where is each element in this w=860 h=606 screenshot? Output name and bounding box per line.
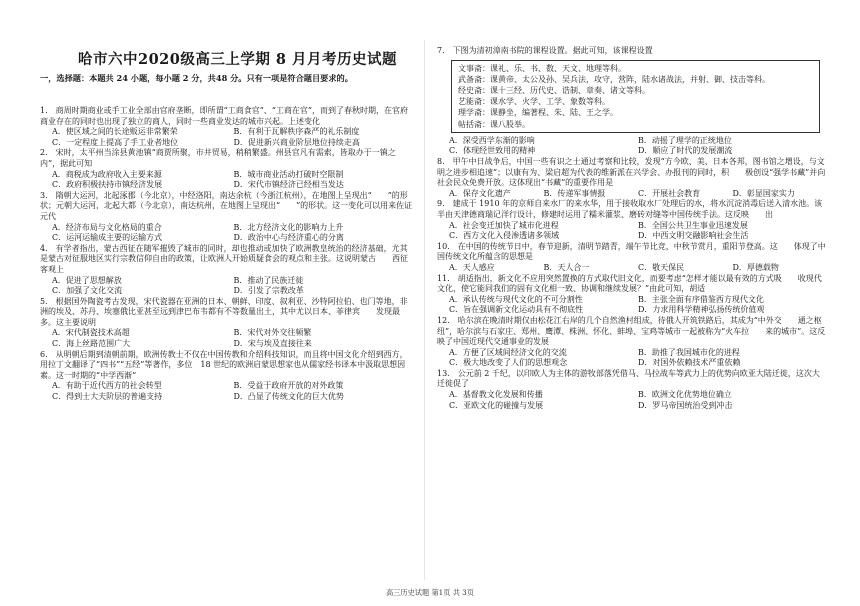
exam-title: 哈市六中2020级高三上学期 8 月月考历史试题 [78,51,398,68]
option: B．欧洲文化优势地位确立 [638,390,732,400]
question [40,191,415,244]
option: D．引发了宗教改革 [233,286,304,296]
question [437,316,827,369]
option: D．对国外依赖技术严重依赖 [638,358,741,368]
question-text: 8. 甲午中日战争后，中国一些有识之士通过考察和比较，发现“方今欧、美、日本各邦，图书馆之增设，与文明之进步相追速”；以康有为、梁启超为代表的维新派在兴学会、办报刊的同时，积 极创设“强学书藏”并向社会民众免费开放。这体现出“书藏”的重要作用是 [437,157,826,188]
question [437,369,827,411]
answer-options [437,263,827,274]
answer-options [40,276,415,297]
option: A．经济布局与文化格局的重合 [52,222,162,232]
option: C．加强了文化交流 [52,286,123,296]
question [40,148,415,190]
option: B．有利于瓦解秩序森严的礼乐制度 [233,127,360,137]
question-7 [437,46,827,157]
answer-options [40,223,415,244]
answer-options [40,328,415,349]
left-column [40,106,415,403]
option: C．敬天保民 [638,262,685,272]
option: B．推动了民族迁徙 [233,275,304,285]
option: C．西方文化入侵渗透诸多领域 [449,231,560,241]
question [437,242,827,274]
option: C．得到士大夫阶层的普遍支持 [52,392,163,402]
option: C．极大地改变了人们的思想观念 [449,358,568,368]
question-text: 9. 建成于 1910 年的京师自来水厂的来水华，用于接收取水厂处理后的水，将水沉淀消毒后送入清水池。该半由天津德商瑞记洋行设计，修建时运用了糯米灌浆、磨砖对缝等中国传统手法。这反映 出 [437,199,823,219]
question-text: 7. 下图为清初漳南书院的课程设置。据此可知，该课程设置 [437,46,653,55]
option: D．政治中心与经济重心的分离 [233,233,344,243]
option: C．旨在强调新文化运动具有不彻底性 [449,305,584,315]
answer-options [40,170,415,191]
answer-options [40,381,415,402]
option: D．厚德载物 [732,262,779,272]
option: A．基督教文化发展和传播 [449,390,543,400]
option: D．彰显国家实力 [732,188,795,198]
option: A．天人感应 [449,262,495,272]
answer-options [437,295,827,316]
question-text: 12. 哈尔滨在晚清时期仅由松花江右岸的几个自然渔村组成，待俄人开筑铁路后，其成为“中外交 通之枢纽”，哈尔滨与石家庄、郑州、鹰潭、株洲、怀化、蚌埠、宝鸡等城市一起被称为“火车拉 来的城市”。这反映了中国近现代交通事业的发展 [437,315,826,347]
answer-options [437,136,827,157]
option: C．海上丝路范围广大 [52,339,131,349]
answer-options [437,221,827,242]
option: B．受益于政府开放的对外政策 [233,381,344,391]
option: A．商税成为政府收入主要来源 [52,169,162,179]
option: C．亚欧文化的碰撞与发展 [449,400,544,410]
option: C．一定程度上提高了手工业者地位 [52,137,179,147]
option: B．北方经济文化的影响力上升 [233,222,344,232]
answer-options [437,189,827,200]
option: A．使区域之间的长途贩运非常繁荣 [52,127,178,137]
question-text: 1. 商周时期商业或手工业全部由官府垄断，即所谓“工商食官”、“工商在官”，而到了春秋时期，在官府商业存在的同时也出现了独立的商人，同时一些商业发达的城市兴起。上述变化 [40,106,408,126]
option: A．宋代制瓷技术高超 [52,328,130,338]
option: D．顺应了时代的发展潮流 [638,146,733,156]
curriculum-row: 经史斋：课十三经、历代史、诰制、章奏、诸文等科。 [458,86,650,95]
question [437,199,827,241]
right-column [437,46,827,411]
question-text: 5. 根据国外陶瓷考古发现，宋代瓷器在亚洲的日本、朝鲜、印度、叙利亚、沙特阿拉伯、也门等地，非洲的埃及、苏丹、埃塞俄比亚甚至远到津巴布韦都有不等数量出土，其中尤以日本、菲律宾 发现最多。这主要说明 [40,296,408,327]
page-footer: 高三历史试题 第1页 共 3页 [386,588,474,597]
question [40,297,415,350]
option: A．承认传统与现代文化的不可分割性 [449,294,583,304]
option: B．助推了我国城市化的进程 [638,347,740,357]
option: B．全国公共卫生事业迅速发展 [638,220,748,230]
question [40,244,415,297]
question-text: 13. 公元前 2 千纪，以印欧人为主体的游牧部落凭借马、马拉战车等武力上的优势向欧亚大陆迁徙，这次大迁徙促了 [437,368,820,389]
question [40,350,415,403]
answer-options [437,390,827,411]
curriculum-row: 艺能斋：课水学、火学、工学、象数等科。 [458,97,610,107]
option: B．主张全面有序借鉴西方现代文化 [638,294,764,304]
option: A．有助于近代西方的社会转型 [52,381,162,391]
curriculum-row: 理学斋：课静坐，编著程、朱、陆、王之学。 [458,108,618,118]
question [437,274,827,316]
curriculum-row: 文事斋：课礼、乐、书、数、天文、地理等科。 [458,63,626,73]
option: C．体现经世致用的精神 [449,146,536,156]
option: C．开展社会教育 [638,188,701,198]
option: C．政府积极扶持市镇经济发展 [52,180,163,190]
curriculum-row: 帖括斋：课八股举。 [458,119,530,129]
option: D．中西文明交融影响社会生活 [638,231,749,241]
column-divider [424,40,425,580]
question-text: 2. 宋时，太平州当涂县黄池镇“商贾所聚，市井贸易，稍稍繁盛。州县官凡有需索，皆取办于一镇之内”，据此可知 [40,148,396,168]
option: B．天人合一 [543,262,590,272]
question-text: 10. 在中国的传统节日中，春节迎新，清明节踏青，端午节比竞，中秋节赏月，重阳节登高。这 体现了中国传统文化所蕴含的思想是 [437,241,826,262]
option: B．动摇了理学的正统地位 [638,135,732,145]
option: B．宋代对外交往频繁 [233,328,312,338]
option: B．城市商业活动打破时空限制 [233,169,344,179]
question-text: 3. 隋朝大运河，北起涿郡（今北京），中经洛阳，南达余杭（今浙江杭州），在地图上呈现出“ ”的形状；元朝大运河，北起大都（今北京），南达杭州，在地图上呈现出“ ”的形状。这一变化可以用来佐证元代 [40,190,413,221]
option: A．保存文化遗产 [449,188,511,198]
option: A．促进了思想解放 [52,275,122,285]
question [40,106,415,148]
option: D．凸显了传统文化的巨大优势 [233,392,344,402]
option: C．运河运输成主要的运输方式 [52,233,163,243]
option: D．宋与埃及直接往来 [233,339,312,349]
answer-options [437,348,827,369]
curriculum-table [451,60,820,133]
question [437,157,827,199]
option: A．深受西学东渐的影响 [449,135,535,145]
question-text: 11. 胡适指出，新文化不应用突然置换的方式取代旧文化，而要考虑“怎样才能以最有效的方式吸 收现代文化，使它能同我们的固有文化相一致、协调和继续发展？”由此可知，胡适 [437,273,822,294]
option: D．促进新兴商业阶层地位持续走高 [233,137,360,147]
option: A．方便了区域间经济文化的交流 [449,347,567,357]
option: A．社会变迁加快了城市化进程 [449,220,559,230]
curriculum-row: 武备斋：课黄帝、太公及孙、吴兵法，攻守，营阵，陆水诸战法，并射、御、技击等科。 [458,74,770,84]
answer-options [40,127,415,148]
option: D．宋代市镇经济已经相当发达 [233,180,344,190]
option: D．力求用科学精神弘扬传统价值观 [638,305,765,315]
option: B．传递军事情报 [543,188,606,198]
question-text: 4. 有学者指出，蒙古西征在随军摧毁了城市的同时，却也推动或加快了欧洲教皇统治的经济基础，尤其是蒙古对征服地区实行宗教信仰自由的政策，让欧洲人开始质疑食会的观点和主张。这说明蒙古 西征客观上 [40,243,408,274]
question-text: 6. 从明朝后期到清朝前期，欧洲传教士不仅在中国传教和介绍科技知识，而且将中国文化介绍到西方，用拉丁文翻译了“四书”“五经”等著作，多位 18 世纪的欧洲启蒙思想家也从儒家经书译本中汲取思想因素。这一时期的“中学西渐” [40,349,408,380]
section-heading: 一，选择题：本题共 24 小题，每小题 2 分，共48 分。只有一项是符合题目要求的。 [40,73,353,83]
option: D．罗马帝国统治受到冲击 [638,400,733,410]
